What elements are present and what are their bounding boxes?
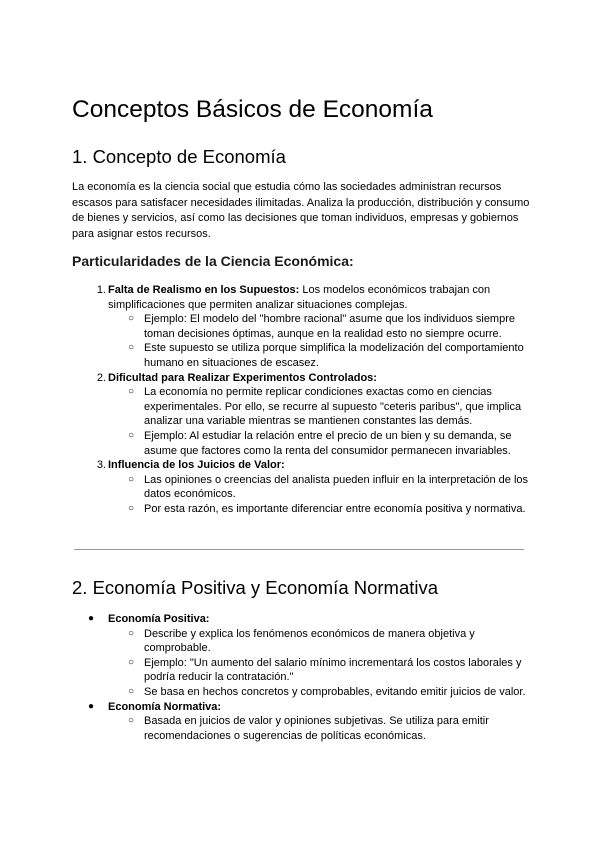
sub-item-text: Este supuesto se utiliza porque simplifica la modelización del comportamiento humano en situaciones de escasez. xyxy=(144,342,524,369)
list-item xyxy=(72,458,532,473)
sub-list-item xyxy=(72,685,532,700)
horizontal-divider xyxy=(74,549,524,550)
sub-item-text: Describe y explica los fenómenos económicos de manera objetiva y comprobable. xyxy=(144,627,475,655)
item-label: Dificultad para Realizar Experimentos Controlados: xyxy=(108,371,377,384)
hollow-bullet-icon: ○ xyxy=(127,502,135,514)
list-marker: 2. xyxy=(96,371,106,384)
list-item xyxy=(72,371,532,386)
section-1-subheading: Particularidades de la Ciencia Económica: xyxy=(72,253,354,269)
sub-item-text: Se basa en hechos concretos y comprobables, evitando emitir juicios de valor. xyxy=(144,685,526,698)
sub-item-text: Basada en juicios de valor y opiniones subjetivas. Se utiliza para emitir recomendaciones o sugerencias de políticas económicas. xyxy=(144,715,489,742)
hollow-bullet-icon: ○ xyxy=(127,627,135,639)
hollow-bullet-icon: ○ xyxy=(127,342,135,354)
sub-list-item xyxy=(72,473,532,502)
sub-list-item xyxy=(72,429,532,458)
sub-list-item xyxy=(72,385,532,429)
economy-types-list xyxy=(72,612,532,743)
item-label: Influencia de los Juicios de Valor: xyxy=(108,459,285,472)
item-label: Economía Normativa: xyxy=(108,700,222,713)
sub-item-text: Las opiniones o creencias del analista pueden influir en la interpretación de los datos económicos. xyxy=(144,473,529,501)
hollow-bullet-icon: ○ xyxy=(127,685,135,697)
sub-list-item xyxy=(72,341,532,370)
hollow-bullet-icon: ○ xyxy=(127,429,135,441)
sub-item-text: Ejemplo: Al estudiar la relación entre el precio de un bien y su demanda, se asume que factores como la renta del consumidor permanecen invariables. xyxy=(144,429,512,457)
section-1-heading: 1. Concepto de Economía xyxy=(72,146,286,167)
item-text: Los modelos económicos trabajan con simplificaciones que permiten analizar situaciones complejas. xyxy=(108,284,491,311)
list-marker: 3. xyxy=(96,459,106,472)
particularities-list xyxy=(72,283,532,517)
item-label: Economía Positiva: xyxy=(108,613,210,625)
sub-list-item xyxy=(72,714,532,743)
sub-list-item xyxy=(72,312,532,341)
item-label: Falta de Realismo en los Supuestos: xyxy=(108,284,300,296)
sub-list-item xyxy=(72,502,532,517)
hollow-bullet-icon: ○ xyxy=(127,386,135,398)
list-item xyxy=(72,700,532,715)
filled-bullet-icon: ● xyxy=(87,700,95,712)
sub-item-text: Por esta razón, es importante diferenciar entre economía positiva y normativa. xyxy=(144,502,526,515)
list-item xyxy=(72,283,532,312)
section-2-heading: 2. Economía Positiva y Economía Normativa xyxy=(72,577,439,598)
hollow-bullet-icon: ○ xyxy=(127,473,135,485)
filled-bullet-icon: ● xyxy=(87,613,95,624)
hollow-bullet-icon: ○ xyxy=(127,656,135,668)
sub-item-text: La economía no permite replicar condiciones exactas como en ciencias experimentales. Por ello, se recurre al supuesto "ceteris paribus", que implica analizar una variable mientras se mantienen constantes las demás. xyxy=(144,386,522,428)
section-1-paragraph: La economía es la ciencia social que estudia cómo las sociedades administran recursos escasos para satisfacer necesidades ilimitadas. Analiza la producción, distribución y consumo de bienes y servicios, así como las decisiones que toman individuos, empresas y gobiernos para asignar estos recursos. xyxy=(72,181,530,240)
sub-list-item xyxy=(72,656,532,685)
list-item xyxy=(72,612,532,627)
page-title: Conceptos Básicos de Economía xyxy=(72,96,433,123)
hollow-bullet-icon: ○ xyxy=(127,313,135,325)
sub-item-text: Ejemplo: El modelo del "hombre racional" asume que los individuos siempre toman decisiones óptimas, aunque en la realidad esto no siempre ocurre. xyxy=(144,313,515,340)
list-marker: 1. xyxy=(96,284,106,296)
sub-list-item xyxy=(72,627,532,656)
hollow-bullet-icon: ○ xyxy=(127,715,135,727)
sub-item-text: Ejemplo: "Un aumento del salario mínimo incrementará los costos laborales y podría reducir la contratación." xyxy=(144,656,522,684)
